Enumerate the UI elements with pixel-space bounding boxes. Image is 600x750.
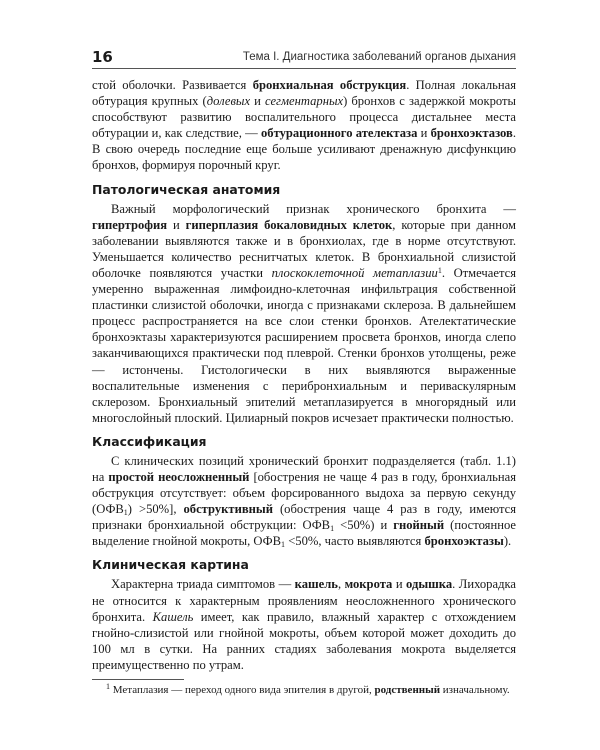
text-run: Характерна триада симптомов — bbox=[111, 577, 295, 592]
text-run: . Полная локальная обтурация крупных ( bbox=[92, 78, 517, 109]
text-run: (обострения чаще 4 раз в году, имеются признаки бронхиальной обструкции: ОФВ bbox=[92, 502, 516, 533]
text-run: Метаплазия — переход одного вида эпителия в другой, bbox=[110, 684, 375, 696]
clinical-paragraph bbox=[92, 576, 516, 673]
bold-term: бронхоэктазы bbox=[424, 534, 504, 549]
italic-term: долевых bbox=[206, 94, 251, 109]
page-header bbox=[92, 48, 516, 68]
footnote-reference[interactable]: 1 bbox=[437, 265, 442, 275]
intro-paragraph bbox=[92, 77, 516, 174]
text-run: , bbox=[337, 577, 345, 592]
subscript: 1 bbox=[330, 524, 335, 534]
footnote-rule bbox=[92, 679, 184, 680]
bold-term: одышка bbox=[406, 577, 453, 592]
bold-term: гиперплазия бокаловидных клеток bbox=[185, 217, 393, 232]
italic-term: сегментарных bbox=[265, 94, 344, 109]
bold-term: гипертрофия bbox=[92, 217, 168, 232]
footnote bbox=[92, 683, 516, 697]
bold-term: обтурационного ателектаза bbox=[260, 126, 418, 141]
bold-term: простой неосложненный bbox=[108, 469, 250, 484]
italic-term: плоскоклеточной метаплазии bbox=[271, 265, 438, 280]
pathology-paragraph bbox=[92, 201, 516, 426]
header-rule bbox=[92, 68, 516, 69]
text-run: . В свою очередь последние еще больше усиливают дренажную дисфункцию бронхов, формируя порочный круг. bbox=[92, 126, 516, 173]
text-run: и bbox=[417, 126, 431, 141]
text-run: Важный морфологический признак хронического бронхита — bbox=[111, 201, 516, 216]
bold-term: гнойный bbox=[393, 518, 445, 533]
page-body bbox=[92, 77, 516, 697]
bold-term: мокрота bbox=[344, 577, 393, 592]
text-run: , которые при данном заболевании выявляются также и в бронхиолах, где в норме отсутствуют. Уменьшается количество реснитчатых клеток. В бронхиальной слизистой оболочке появляются участки bbox=[92, 217, 516, 280]
text-run: ). bbox=[503, 534, 512, 549]
subscript: 1 bbox=[281, 540, 286, 550]
text-run: (постоянное выделение гнойной мокроты, ОФВ bbox=[92, 518, 516, 549]
text-run: . Отмечается умеренно выраженная лимфоидно-клеточная инфильтрация собственной пластинки слизистой оболочки, иногда с признаками склероза. В дальнейшем процесс распространяется на все слои стенки бронхов. Ателектатические бронхоэктазы характеризуются расширением просвета бронхов, иногда слепо заканчивающихся практически под плеврой. Стенки бронхов утолщены, реже — истончены. Гистологически в них выявляются выраженные воспалительные изменения с перибронхиальным и периваскулярным склерозом. Бронхиальный эпителий метаплазируется в многорядный или многослойный плоский. Цилиарный покров исчезает практически полностью. bbox=[92, 265, 516, 425]
running-head: Тема I. Диагностика заболеваний органов дыхания bbox=[242, 51, 516, 63]
section-heading-pathology: Патологическая анатомия bbox=[92, 181, 281, 197]
footnote-mark: 1 bbox=[106, 682, 110, 691]
bold-term: бронхоэктазов bbox=[430, 126, 513, 141]
page-number: 16 bbox=[92, 48, 113, 66]
italic-term: Кашель bbox=[152, 609, 194, 624]
text-run: и bbox=[392, 577, 407, 592]
text-run: и bbox=[250, 94, 266, 109]
text-run: ) >50%], bbox=[127, 502, 184, 517]
text-run: С клинических позиций хронический бронхит подразделяется (табл. 1.1) на bbox=[92, 453, 516, 484]
subscript: 1 bbox=[123, 508, 128, 518]
text-run: стой оболочки. Развивается bbox=[92, 78, 253, 92]
bold-term: обструктивный bbox=[183, 502, 273, 517]
bold-term: родственный bbox=[374, 684, 441, 696]
section-heading-classification: Классификация bbox=[92, 433, 207, 449]
text-run: [обострения не чаще 4 раз в году, бронхиальная обструкция отсутствует: объем форсированного выдоха за первую секунду (ОФВ bbox=[92, 469, 517, 517]
text-run: имеет, как правило, влажный характер с отхождением гнойно-слизистой или гнойной мокроты, объем которой может доходить до 100 мл в сутки. На ранних стадиях заболевания мокрота выделяется преимущественно по утрам. bbox=[92, 609, 516, 672]
classification-paragraph bbox=[92, 453, 516, 550]
bold-term: кашель bbox=[294, 577, 338, 592]
text-run: . Лихорадка не относится к характерным проявлениям неосложненного хронического бронхита. bbox=[92, 577, 516, 624]
text-run: изначальному. bbox=[440, 684, 510, 696]
text-run: <50%, часто выявляются bbox=[285, 534, 425, 549]
text-run: ) бронхов с задержкой мокроты способствуют развитию воспалительного процесса дистальнее места обтурации и, как следствие, — bbox=[92, 94, 516, 141]
section-heading-clinical: Клиническая картина bbox=[92, 557, 249, 573]
text-run: и bbox=[167, 217, 186, 232]
bold-term: бронхиальная обструкция bbox=[252, 78, 407, 92]
text-run: <50%) и bbox=[334, 518, 394, 533]
